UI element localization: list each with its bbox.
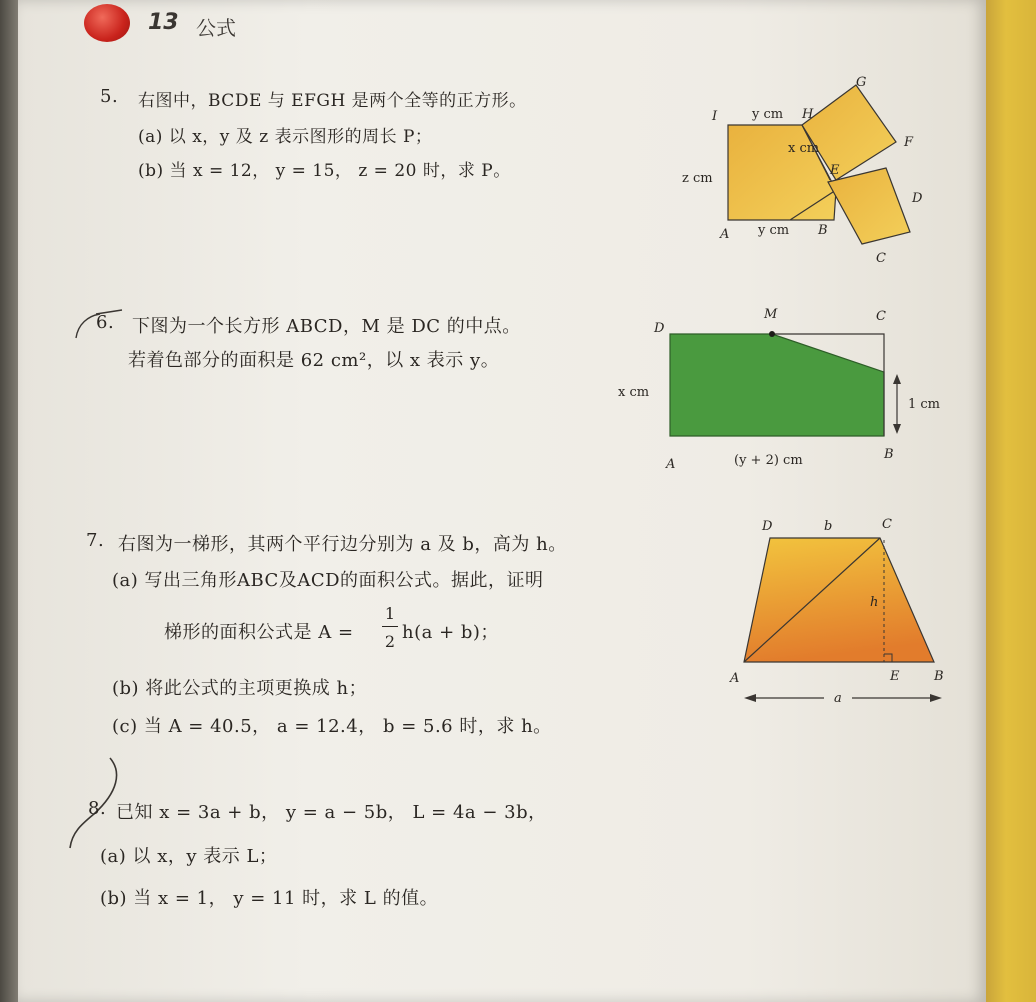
chapter-number: 13 [148, 10, 179, 35]
q7-label-b-side: b [824, 519, 833, 534]
q6-label-m: M [764, 307, 778, 322]
q7-frac-num: 1 [384, 604, 396, 623]
q5-label-a: A [720, 227, 730, 242]
q7-label-h: h [870, 595, 879, 610]
q6-label-base: (y + 2) cm [734, 453, 803, 468]
q6-label-d: D [654, 321, 665, 336]
q6-label-a: A [666, 457, 676, 472]
q5-label-d: D [912, 191, 923, 206]
q7-label-d: D [762, 519, 773, 534]
book-edge [986, 0, 1036, 1002]
q5-stem: 右图中，BCDE 与 EFGH 是两个全等的正方形。 [138, 91, 527, 111]
q6-label-gap: 1 cm [908, 397, 941, 412]
q5-label-x-len: x cm [788, 141, 820, 156]
q7-label-a: A [730, 671, 740, 686]
q6-figure [610, 298, 970, 478]
q7-label-a-side: a [834, 691, 842, 706]
q5-label-g: G [856, 75, 867, 90]
q5-label-h: H [802, 107, 814, 122]
q7-part-a-line2-prefix: 梯形的面积公式是 A = [164, 622, 354, 643]
q5-label-z-len: z cm [682, 171, 713, 186]
q7-stem: 右图为一梯形，其两个平行边分别为 a 及 b，高为 h。 [118, 534, 567, 555]
chapter-title: 公式 [196, 16, 236, 40]
q6-label-side: x cm [618, 385, 650, 400]
q6-label-b: B [884, 447, 894, 462]
q5-label-e: E [830, 163, 840, 178]
q7-number: 7. [86, 530, 105, 551]
q5-label-top-len: y cm [752, 107, 784, 122]
q7-label-e: E [890, 669, 900, 684]
q5-part-b: (b) 当 x = 12， y = 15， z = 20 时，求 P。 [138, 161, 511, 181]
q7-trapezoid [744, 538, 934, 662]
q7-label-c: C [882, 517, 892, 532]
q8-part-b: (b) 当 x = 1， y = 11 时，求 L 的值。 [100, 888, 439, 909]
q7-frac-bar [382, 626, 398, 627]
q7-part-a-line2-suffix: h(a + b)； [402, 622, 499, 643]
q6-label-c: C [876, 309, 886, 324]
q8-part-a: (a) 以 x，y 表示 L； [100, 846, 278, 867]
q6-shaded-region [670, 334, 884, 436]
q7-frac-den: 2 [384, 632, 396, 651]
q7-part-b: (b) 将此公式的主项更换成 h； [112, 678, 368, 699]
q6-number: 6. [96, 312, 115, 333]
q7-label-b: B [934, 669, 944, 684]
q5-figure [660, 70, 940, 270]
q5-label-b: B [818, 223, 828, 238]
q7-figure [724, 510, 964, 710]
q5-square-bcde [828, 168, 910, 244]
q7-part-a-line1: (a) 写出三角形ABC及ACD的面积公式。据此，证明 [112, 570, 544, 591]
q8-stem: 已知 x = 3a + b， y = a − 5b， L = 4a − 3b， [116, 802, 547, 823]
pen-mark-q6 [70, 304, 130, 344]
q5-label-bottom-len: y cm [758, 223, 790, 238]
q8-number: 8. [88, 798, 107, 819]
chapter-badge-icon [84, 4, 130, 42]
q5-label-i: I [712, 109, 718, 124]
q5-label-c: C [876, 251, 886, 266]
q6-line1: 下图为一个长方形 ABCD，M 是 DC 的中点。 [132, 316, 521, 337]
q7-part-c: (c) 当 A = 40.5， a = 12.4， b = 5.6 时，求 h。 [112, 716, 552, 737]
q6-line2: 若着色部分的面积是 62 cm²，以 x 表示 y。 [128, 350, 500, 371]
q5-label-f: F [904, 135, 914, 150]
q5-part-a: (a) 以 x，y 及 z 表示图形的周长 P； [138, 127, 433, 147]
q5-number: 5. [100, 86, 119, 107]
